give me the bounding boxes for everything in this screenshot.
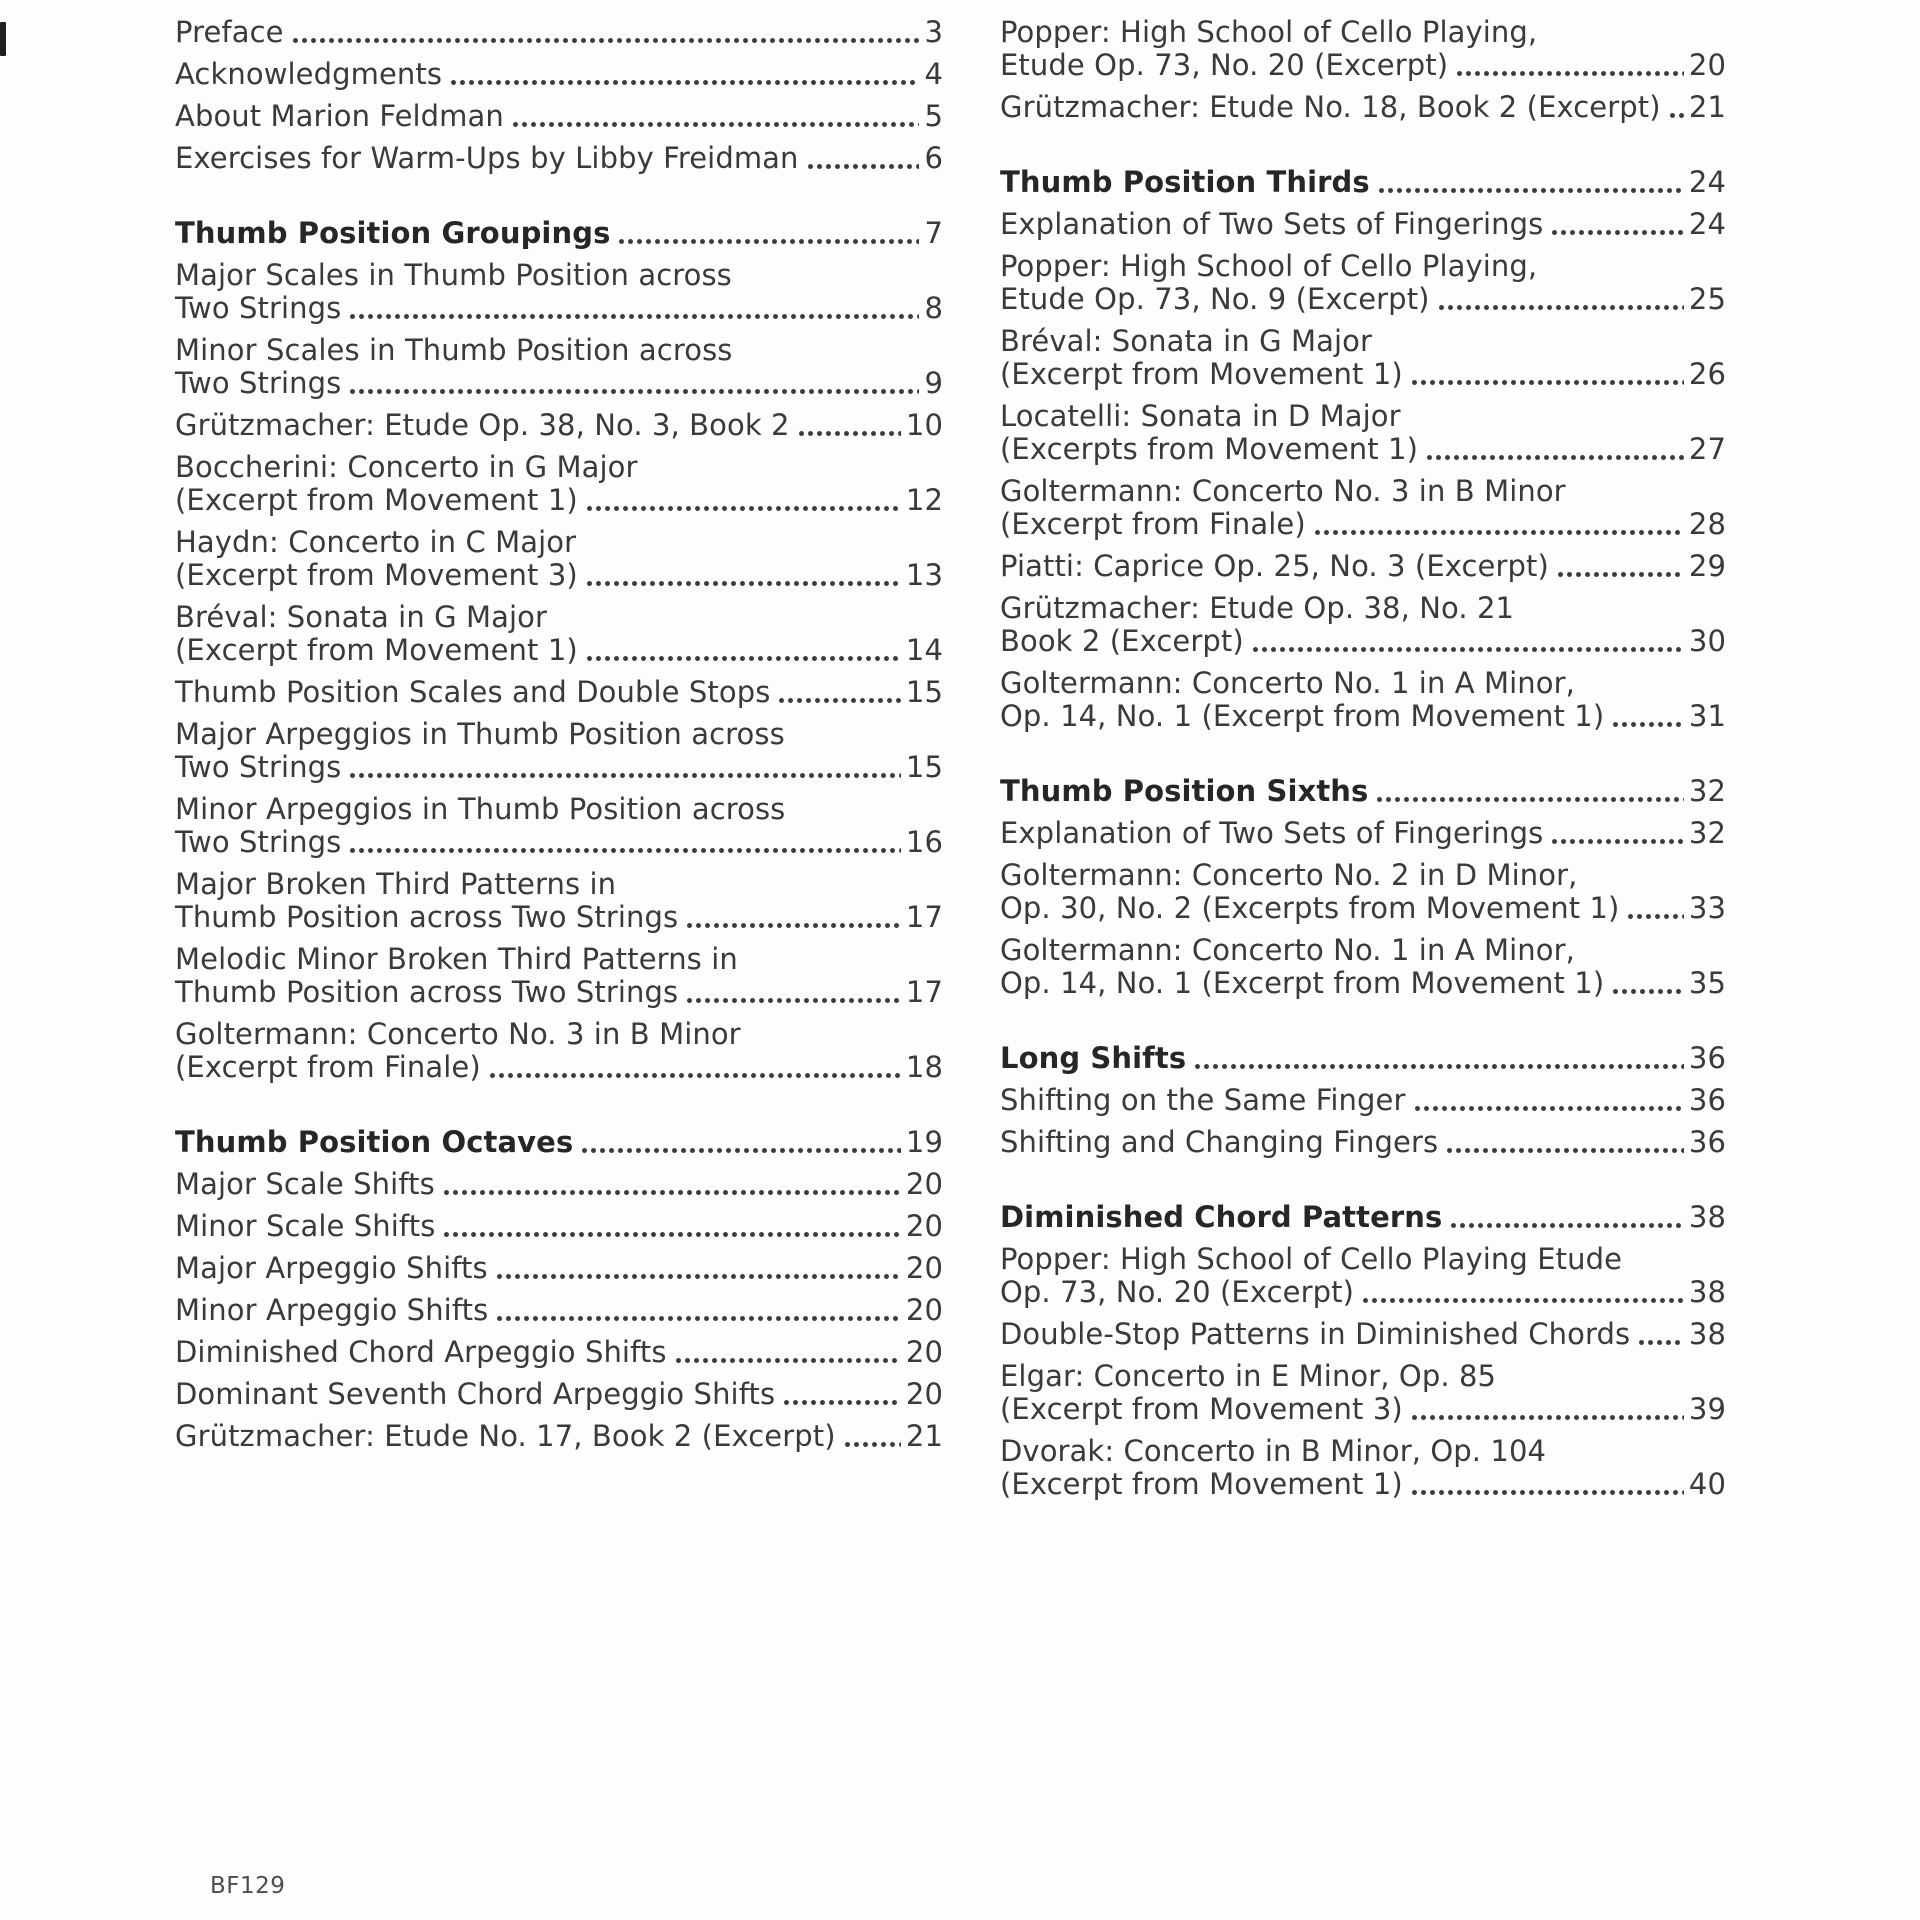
toc-entry-title: Op. 30, No. 2 (Excerpts from Movement 1) xyxy=(1000,891,1620,925)
toc-entry xyxy=(175,943,943,1009)
toc-entry xyxy=(1000,208,1726,241)
dot-leader xyxy=(1637,1339,1684,1346)
page-number: 12 xyxy=(905,483,943,517)
toc-entry-line: Popper: High School of Cello Playing Etude xyxy=(1000,1242,1623,1276)
dot-leader xyxy=(1377,187,1684,194)
toc-entry-title: (Excerpt from Finale) xyxy=(1000,507,1306,541)
dot-leader xyxy=(580,1147,901,1154)
toc-entry-leader-line xyxy=(175,1126,943,1159)
dot-leader xyxy=(1437,304,1684,311)
toc-entry-line: Haydn: Concerto in C Major xyxy=(175,525,577,559)
toc-entry xyxy=(175,601,943,667)
dot-leader xyxy=(442,1231,900,1238)
toc-entry xyxy=(175,1168,943,1201)
toc-entry xyxy=(175,58,943,91)
toc-entry xyxy=(1000,475,1726,541)
dot-leader xyxy=(495,1315,901,1322)
toc-entry-leader-line xyxy=(1000,1276,1726,1309)
toc-entry xyxy=(1000,817,1726,850)
toc-entry xyxy=(175,1294,943,1327)
toc-entry-title: Thumb Position Groupings xyxy=(175,216,611,250)
toc-entry-title: Piatti: Caprice Op. 25, No. 3 (Excerpt) xyxy=(1000,549,1549,583)
toc-entry xyxy=(1000,592,1726,658)
toc-entry-title: Long Shifts xyxy=(1000,1041,1187,1075)
page-number: 38 xyxy=(1688,1200,1726,1234)
toc-entry-leader-line xyxy=(175,901,943,934)
dot-leader xyxy=(585,580,901,587)
dot-leader xyxy=(1550,838,1684,845)
toc-entry-title: Double-Stop Patterns in Diminished Chords xyxy=(1000,1317,1631,1351)
toc-entry-line: Grützmacher: Etude Op. 38, No. 21 xyxy=(1000,591,1515,625)
page-number: 38 xyxy=(1688,1317,1726,1351)
page-number: 35 xyxy=(1688,966,1726,1000)
toc-entry-line: Minor Arpeggios in Thumb Position across xyxy=(175,792,786,826)
toc-entry-title: Op. 14, No. 1 (Excerpt from Movement 1) xyxy=(1000,966,1605,1000)
toc-entry-title: (Excerpts from Movement 1) xyxy=(1000,432,1419,466)
toc-entry-title: Dominant Seventh Chord Arpeggio Shifts xyxy=(175,1377,776,1411)
dot-leader xyxy=(585,655,901,662)
dot-leader xyxy=(1668,112,1684,119)
toc-entry xyxy=(1000,400,1726,466)
toc-entry xyxy=(175,1378,943,1411)
page-number: 32 xyxy=(1688,774,1726,808)
toc-entry-title: Two Strings xyxy=(175,291,342,325)
dot-leader xyxy=(442,1189,901,1196)
page-number: 15 xyxy=(905,675,943,709)
toc-entry xyxy=(1000,667,1726,733)
toc-entry-leader-line xyxy=(1000,700,1726,733)
toc-entry-title: (Excerpt from Movement 1) xyxy=(175,633,578,667)
toc-entry xyxy=(1000,1435,1726,1501)
toc-entry-leader-line xyxy=(175,100,943,133)
toc-entry-leader-line xyxy=(175,142,943,175)
toc-entry-leader-line xyxy=(175,292,943,325)
toc-entry-title: Book 2 (Excerpt) xyxy=(1000,624,1244,658)
toc-entry-leader-line xyxy=(1000,91,1726,124)
scan-artifact xyxy=(0,22,6,56)
toc-entry-title: (Excerpt from Movement 1) xyxy=(1000,1467,1403,1501)
toc-entry-title: Exercises for Warm-Ups by Libby Freidman xyxy=(175,141,799,175)
toc-entry xyxy=(1000,1126,1726,1159)
dot-leader xyxy=(1413,1105,1684,1112)
toc-entry-line: Goltermann: Concerto No. 3 in B Minor xyxy=(1000,474,1566,508)
toc-entry xyxy=(175,676,943,709)
toc-entry xyxy=(1000,250,1726,316)
dot-leader xyxy=(1193,1063,1684,1070)
toc-entry xyxy=(1000,550,1726,583)
toc-entry xyxy=(175,793,943,859)
page-number: 14 xyxy=(905,633,943,667)
dot-leader xyxy=(685,997,901,1004)
dot-leader xyxy=(1410,1489,1684,1496)
toc-entry-leader-line xyxy=(1000,1042,1726,1075)
toc-entry xyxy=(1000,16,1726,82)
toc-entry-title: (Excerpt from Finale) xyxy=(175,1050,481,1084)
page-number: 17 xyxy=(905,975,943,1009)
toc-entry-leader-line xyxy=(1000,49,1726,82)
toc-entry-title: About Marion Feldman xyxy=(175,99,504,133)
toc-entry-leader-line xyxy=(1000,358,1726,391)
dot-leader xyxy=(685,922,901,929)
toc-entry-title: Explanation of Two Sets of Fingerings xyxy=(1000,816,1544,850)
toc-entry-leader-line xyxy=(1000,892,1726,925)
page-number: 17 xyxy=(905,900,943,934)
toc-entry-title: Two Strings xyxy=(175,825,342,859)
toc-entry-title: (Excerpt from Movement 3) xyxy=(175,558,578,592)
toc-entry-title: Thumb Position Thirds xyxy=(1000,165,1370,199)
dot-leader xyxy=(674,1357,901,1364)
page-number: 36 xyxy=(1688,1125,1726,1159)
dot-leader xyxy=(617,238,919,245)
toc-entry-title: Diminished Chord Arpeggio Shifts xyxy=(175,1335,667,1369)
toc-entry-line: Major Arpeggios in Thumb Position across xyxy=(175,717,785,751)
dot-leader xyxy=(1556,571,1684,578)
page-number: 38 xyxy=(1688,1275,1726,1309)
toc-entry-title: (Excerpt from Movement 1) xyxy=(1000,357,1403,391)
toc-entry-leader-line xyxy=(175,1168,943,1201)
toc-entry xyxy=(175,409,943,442)
plate-number: BF129 xyxy=(210,1873,286,1899)
toc-entry-leader-line xyxy=(1000,1126,1726,1159)
page-number: 18 xyxy=(905,1050,943,1084)
page-number: 39 xyxy=(1688,1392,1726,1426)
toc-entry-title: Acknowledgments xyxy=(175,57,443,91)
page-number: 40 xyxy=(1688,1467,1726,1501)
toc-entry-title: Thumb Position Scales and Double Stops xyxy=(175,675,771,709)
toc-section-heading xyxy=(1000,1042,1726,1075)
dot-leader xyxy=(806,163,920,170)
page-number: 30 xyxy=(1688,624,1726,658)
page-number: 31 xyxy=(1688,699,1726,733)
dot-leader xyxy=(348,388,919,395)
toc-entry xyxy=(175,1210,943,1243)
toc-entry-title: Thumb Position across Two Strings xyxy=(175,900,679,934)
toc-entry-leader-line xyxy=(1000,1201,1726,1234)
page-number: 36 xyxy=(1688,1041,1726,1075)
page-number: 3 xyxy=(924,15,943,49)
toc-entry-title: Op. 14, No. 1 (Excerpt from Movement 1) xyxy=(1000,699,1605,733)
toc-entry-line: Popper: High School of Cello Playing, xyxy=(1000,249,1538,283)
page-number: 4 xyxy=(924,57,943,91)
page-number: 33 xyxy=(1688,891,1726,925)
dot-leader xyxy=(782,1399,901,1406)
toc-entry-title: Minor Scale Shifts xyxy=(175,1209,436,1243)
toc-entry-line: Elgar: Concerto in E Minor, Op. 85 xyxy=(1000,1359,1497,1393)
toc-entry-leader-line xyxy=(175,976,943,1009)
page-number: 10 xyxy=(905,408,943,442)
dot-leader xyxy=(488,1072,901,1079)
toc-entry-leader-line xyxy=(175,1210,943,1243)
page-number: 28 xyxy=(1688,507,1726,541)
toc-entry xyxy=(1000,1318,1726,1351)
toc-entry-leader-line xyxy=(175,58,943,91)
dot-leader xyxy=(511,121,920,128)
toc-entry-leader-line xyxy=(1000,775,1726,808)
toc-entry-leader-line xyxy=(175,409,943,442)
toc-entry-leader-line xyxy=(175,1378,943,1411)
toc-column-right xyxy=(1000,16,1726,1510)
toc-entry xyxy=(175,16,943,49)
toc-entry-leader-line xyxy=(1000,208,1726,241)
toc-entry-line: Bréval: Sonata in G Major xyxy=(175,600,548,634)
toc-entry-title: Two Strings xyxy=(175,366,342,400)
toc-section-heading xyxy=(175,1126,943,1159)
toc-entry xyxy=(175,718,943,784)
toc-entry xyxy=(1000,91,1726,124)
dot-leader xyxy=(1313,529,1684,536)
dot-leader xyxy=(843,1441,901,1448)
dot-leader xyxy=(348,772,901,779)
dot-leader xyxy=(1611,988,1684,995)
toc-entry-leader-line xyxy=(1000,817,1726,850)
dot-leader xyxy=(1425,454,1684,461)
page-number: 9 xyxy=(924,366,943,400)
toc-entry xyxy=(175,142,943,175)
toc-entry xyxy=(1000,934,1726,1000)
toc-entry xyxy=(175,451,943,517)
toc-entry-leader-line xyxy=(175,367,943,400)
toc-entry-line: Popper: High School of Cello Playing, xyxy=(1000,15,1538,49)
toc-section-heading xyxy=(1000,775,1726,808)
toc-entry-leader-line xyxy=(175,1051,943,1084)
toc-entry-line: Melodic Minor Broken Third Patterns in xyxy=(175,942,738,976)
toc-entry-line: Goltermann: Concerto No. 2 in D Minor, xyxy=(1000,858,1578,892)
page-number: 36 xyxy=(1688,1083,1726,1117)
page-number: 15 xyxy=(905,750,943,784)
page-number: 7 xyxy=(924,216,943,250)
page-number: 20 xyxy=(905,1335,943,1369)
toc-entry-leader-line xyxy=(175,634,943,667)
toc-entry-leader-line xyxy=(175,676,943,709)
toc-entry-title: Preface xyxy=(175,15,284,49)
toc-entry-leader-line xyxy=(1000,508,1726,541)
toc-entry xyxy=(175,100,943,133)
toc-entry-title: (Excerpt from Movement 3) xyxy=(1000,1392,1403,1426)
page-number: 21 xyxy=(905,1419,943,1453)
dot-leader xyxy=(1455,70,1684,77)
toc-entry xyxy=(1000,1084,1726,1117)
toc-entry-title: Minor Arpeggio Shifts xyxy=(175,1293,489,1327)
toc-entry-title: Thumb Position across Two Strings xyxy=(175,975,679,1009)
dot-leader xyxy=(1251,646,1684,653)
dot-leader xyxy=(1449,1222,1684,1229)
page-number: 29 xyxy=(1688,549,1726,583)
toc-entry xyxy=(175,868,943,934)
toc-entry-leader-line xyxy=(175,826,943,859)
toc-entry-line: Goltermann: Concerto No. 1 in A Minor, xyxy=(1000,933,1575,967)
dot-leader xyxy=(495,1273,901,1280)
toc-entry-leader-line xyxy=(1000,967,1726,1000)
toc-entry-title: Etude Op. 73, No. 9 (Excerpt) xyxy=(1000,282,1430,316)
toc-entry xyxy=(175,334,943,400)
page-number: 20 xyxy=(905,1293,943,1327)
toc-section-heading xyxy=(1000,166,1726,199)
toc-entry-leader-line xyxy=(175,16,943,49)
dot-leader xyxy=(1611,721,1684,728)
dot-leader xyxy=(348,313,919,320)
dot-leader xyxy=(1626,913,1683,920)
page-number: 20 xyxy=(1688,48,1726,82)
toc-entry-title: Grützmacher: Etude Op. 38, No. 3, Book 2 xyxy=(175,408,790,442)
toc-entry-line: Major Broken Third Patterns in xyxy=(175,867,617,901)
toc-entry-line: Locatelli: Sonata in D Major xyxy=(1000,399,1401,433)
page-number: 24 xyxy=(1688,165,1726,199)
toc-entry xyxy=(175,526,943,592)
toc-entry-leader-line xyxy=(175,1336,943,1369)
toc-entry-line: Major Scales in Thumb Position across xyxy=(175,258,732,292)
page-number: 16 xyxy=(905,825,943,859)
page-number: 20 xyxy=(905,1209,943,1243)
dot-leader xyxy=(797,430,901,437)
toc-entry xyxy=(175,259,943,325)
toc-entry-title: Thumb Position Octaves xyxy=(175,1125,574,1159)
toc-entry-leader-line xyxy=(175,1252,943,1285)
dot-leader xyxy=(1410,1414,1684,1421)
toc-entry-title: Diminished Chord Patterns xyxy=(1000,1200,1443,1234)
toc-entry-leader-line xyxy=(175,1420,943,1453)
toc-entry xyxy=(175,1336,943,1369)
toc-entry-leader-line xyxy=(1000,1318,1726,1351)
toc-entry xyxy=(175,1018,943,1084)
page-number: 26 xyxy=(1688,357,1726,391)
toc-entry-line: Bréval: Sonata in G Major xyxy=(1000,324,1373,358)
toc-column-left xyxy=(175,16,943,1462)
toc-entry-title: Thumb Position Sixths xyxy=(1000,774,1369,808)
toc-entry xyxy=(175,1420,943,1453)
dot-leader xyxy=(1550,229,1684,236)
toc-entry-leader-line xyxy=(175,751,943,784)
toc-entry-title: Major Scale Shifts xyxy=(175,1167,435,1201)
toc-entry-leader-line xyxy=(1000,433,1726,466)
toc-entry-line: Boccherini: Concerto in G Major xyxy=(175,450,638,484)
dot-leader xyxy=(777,697,900,704)
toc-entry-title: Shifting and Changing Fingers xyxy=(1000,1125,1439,1159)
toc-entry-title: Major Arpeggio Shifts xyxy=(175,1251,488,1285)
toc-entry-leader-line xyxy=(175,559,943,592)
page-number: 25 xyxy=(1688,282,1726,316)
toc-entry-line: Dvorak: Concerto in B Minor, Op. 104 xyxy=(1000,1434,1547,1468)
page-number: 19 xyxy=(905,1125,943,1159)
toc-entry-leader-line xyxy=(1000,1393,1726,1426)
dot-leader xyxy=(1410,379,1684,386)
toc-entry-line: Minor Scales in Thumb Position across xyxy=(175,333,733,367)
dot-leader xyxy=(1375,796,1683,803)
toc-entry-leader-line xyxy=(175,1294,943,1327)
page-number: 6 xyxy=(924,141,943,175)
page-number: 21 xyxy=(1688,90,1726,124)
toc-entry-line: Goltermann: Concerto No. 3 in B Minor xyxy=(175,1017,741,1051)
toc-entry-leader-line xyxy=(175,217,943,250)
dot-leader xyxy=(1361,1297,1684,1304)
toc-entry-title: (Excerpt from Movement 1) xyxy=(175,483,578,517)
page-number: 13 xyxy=(905,558,943,592)
dot-leader xyxy=(348,847,901,854)
toc-entry-title: Grützmacher: Etude No. 18, Book 2 (Excerpt) xyxy=(1000,90,1661,124)
page-number: 32 xyxy=(1688,816,1726,850)
toc-entry-leader-line xyxy=(1000,625,1726,658)
toc-entry-leader-line xyxy=(1000,1084,1726,1117)
page-number: 20 xyxy=(905,1167,943,1201)
page-number: 20 xyxy=(905,1377,943,1411)
toc-entry-title: Shifting on the Same Finger xyxy=(1000,1083,1406,1117)
toc-entry-title: Etude Op. 73, No. 20 (Excerpt) xyxy=(1000,48,1449,82)
page-number: 27 xyxy=(1688,432,1726,466)
toc-entry-leader-line xyxy=(1000,166,1726,199)
page-number: 20 xyxy=(905,1251,943,1285)
page-number: 5 xyxy=(924,99,943,133)
toc-entry-title: Op. 73, No. 20 (Excerpt) xyxy=(1000,1275,1354,1309)
toc-entry xyxy=(1000,1360,1726,1426)
toc-entry-leader-line xyxy=(1000,550,1726,583)
toc-entry-title: Grützmacher: Etude No. 17, Book 2 (Excerpt) xyxy=(175,1419,836,1453)
toc-entry-leader-line xyxy=(175,484,943,517)
toc-entry-leader-line xyxy=(1000,1468,1726,1501)
dot-leader xyxy=(1445,1147,1684,1154)
dot-leader xyxy=(585,505,901,512)
toc-section-heading xyxy=(175,217,943,250)
page-number: 24 xyxy=(1688,207,1726,241)
dot-leader xyxy=(291,37,920,44)
toc-entry xyxy=(1000,1243,1726,1309)
toc-entry-title: Two Strings xyxy=(175,750,342,784)
toc-section-heading xyxy=(1000,1201,1726,1234)
toc-entry xyxy=(175,1252,943,1285)
toc-entry xyxy=(1000,325,1726,391)
toc-entry-title: Explanation of Two Sets of Fingerings xyxy=(1000,207,1544,241)
toc-entry xyxy=(1000,859,1726,925)
toc-entry-leader-line xyxy=(1000,283,1726,316)
toc-entry-line: Goltermann: Concerto No. 1 in A Minor, xyxy=(1000,666,1575,700)
page-number: 8 xyxy=(924,291,943,325)
dot-leader xyxy=(449,79,919,86)
